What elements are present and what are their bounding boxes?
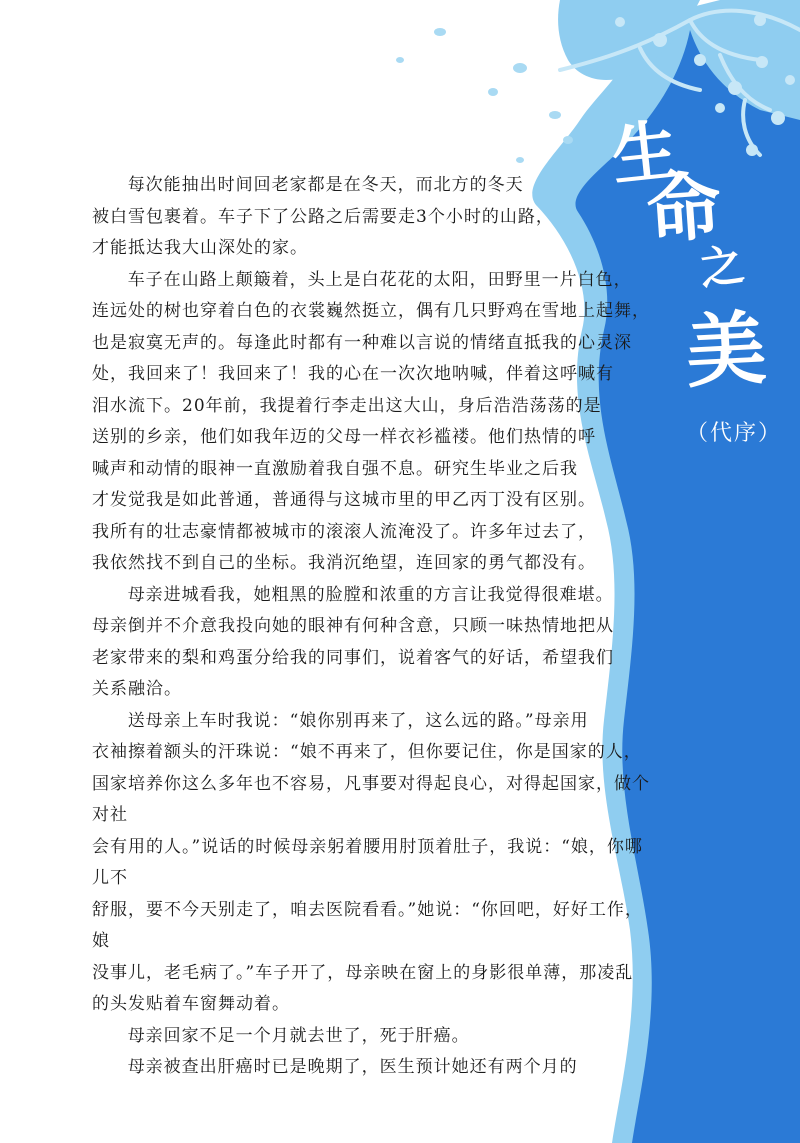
petal-decoration (396, 28, 573, 163)
body-line: 泪水流下。20年前，我提着行李走出这大山，身后浩浩荡荡的是 (92, 395, 602, 416)
body-line: 送母亲上车时我说：“娘你别再来了，这么远的路。”母亲用 (127, 710, 589, 731)
body-line: 车子在山路上颠簸着，头上是白花花的太阳，田野里一片白色， (127, 269, 632, 290)
body-line: 国家培养你这么多年也不容易，凡事要对得起良心，对得起国家，做个对社 (92, 773, 650, 825)
body-line: 会有用的人。”说话的时候母亲躬着腰用肘顶着肚子，我说：“娘，你哪儿不 (92, 836, 643, 888)
article-body (92, 170, 652, 1084)
body-line: 我所有的壮志豪情都被城市的滚滚人流淹没了。许多年过去了， (92, 521, 596, 542)
body-line: 母亲倒并不介意我投向她的眼神有何种含意，只顾一味热情地把从 (92, 616, 614, 636)
body-line: 母亲被查出肝癌时已是晚期了，医生预计她还有两个月的 (127, 1057, 578, 1077)
body-line: 的头发贴着车窗舞动着。 (92, 994, 290, 1014)
body-line: 才发觉我是如此普通，普通得与这城市里的甲乙丙丁没有区别。 (92, 490, 596, 510)
body-line: 没事儿，老毛病了。”车子开了，母亲映在窗上的身影很单薄，那凌乱 (92, 962, 634, 983)
body-line: 被白雪包裹着。车子下了公路之后需要走3个小时的山路， (92, 206, 554, 227)
body-line: 喊声和动情的眼神一直激励着我自强不息。研究生毕业之后我 (92, 458, 578, 479)
title-char-1: 生 (608, 110, 682, 196)
body-line: 送别的乡亲，他们如我年迈的父母一样衣衫褴褛。他们热情的呼 (92, 427, 596, 447)
body-line: 也是寂寞无声的。每逢此时都有一种难以言说的情绪直抵我的心灵深 (92, 332, 632, 353)
body-line: 每次能抽出时间回老家都是在冬天，而北方的冬天 (127, 175, 524, 195)
title-char-3: 之 (696, 239, 748, 296)
body-line: 关系融洽。 (92, 679, 182, 699)
body-line: 母亲进城看我，她粗黑的脸膛和浓重的方言让我觉得很难堪。 (127, 584, 614, 605)
title-char-2: 命 (644, 163, 724, 255)
title-char-4: 美 (683, 300, 769, 400)
body-line: 老家带来的梨和鸡蛋分给我的同事们，说着客气的好话，希望我们 (92, 647, 614, 668)
body-line: 才能抵达我大山深处的家。 (92, 238, 308, 258)
body-line: 母亲回家不足一个月就去世了，死于肝癌。 (127, 1025, 470, 1046)
body-line: 舒服，要不今天别走了，咱去医院看看。”她说：“你回吧，好好工作，娘 (92, 899, 643, 951)
body-line: 衣袖擦着额头的汗珠说：“娘不再来了，但你要记住，你是国家的人， (92, 742, 642, 762)
subtitle: （代序） (686, 421, 783, 446)
body-line: 处，我回来了！我回来了！我的心在一次次地呐喊，伴着这呼喊有 (92, 364, 614, 384)
body-line: 连远处的树也穿着白色的衣裳巍然挺立，偶有几只野鸡在雪地上起舞， (92, 301, 650, 321)
body-line: 我依然找不到自己的坐标。我消沉绝望，连回家的勇气都没有。 (92, 553, 596, 573)
